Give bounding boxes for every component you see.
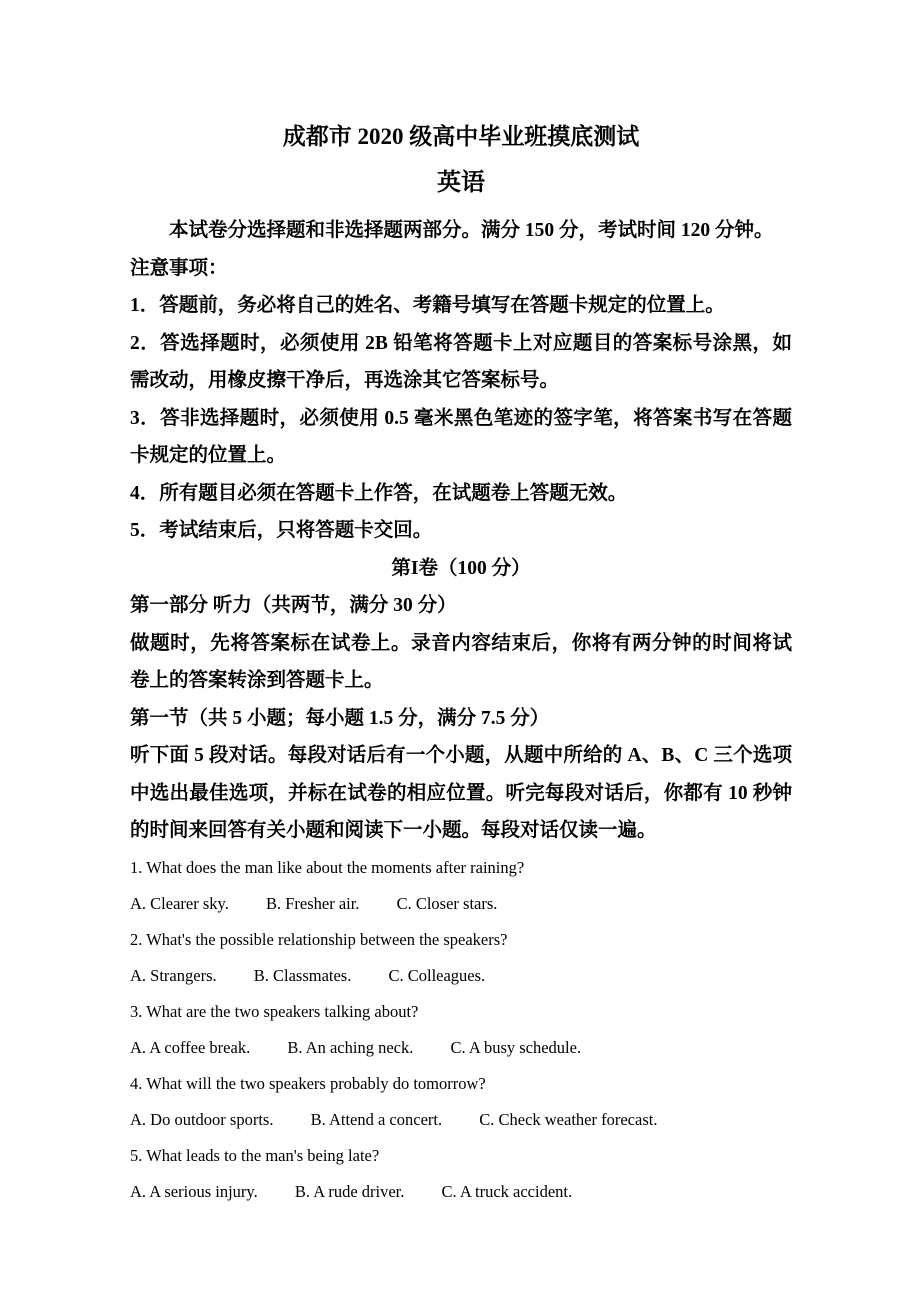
option-a: A. A serious injury.: [130, 1181, 258, 1201]
notice-item-2: 2．答选择题时，必须使用 2B 铅笔将答题卡上对应题目的答案标号涂黑，如需改动，用橡皮擦干净后，再选涂其它答案标号。: [130, 332, 792, 391]
notice-item-3: 3．答非选择题时，必须使用 0.5 毫米黑色笔迹的签字笔，将答案书写在答题卡规定的位置上。: [130, 407, 792, 466]
question-text: 2. What's the possible relationship between the speakers?: [130, 929, 508, 949]
option-c: C. Colleagues.: [388, 965, 486, 985]
question-options: [130, 958, 792, 994]
question-text: 3. What are the two speakers talking about?: [130, 1001, 419, 1021]
question-block-1: [130, 850, 792, 922]
subject-title: 英语: [437, 170, 485, 196]
option-c: C. Check weather forecast.: [479, 1109, 658, 1129]
part-intro: 做题时，先将答案标在试卷上。录音内容结束后，你将有两分钟的时间将试卷上的答案转涂到答题卡上。: [130, 632, 792, 691]
question-block-2: [130, 922, 792, 994]
option-a: A. Clearer sky.: [130, 893, 229, 913]
question-options: [130, 1030, 792, 1066]
question-text: 1. What does the man like about the moments after raining?: [130, 857, 525, 877]
question-options: [130, 1174, 792, 1210]
option-c: C. A truck accident.: [441, 1181, 573, 1201]
option-c: C. A busy schedule.: [450, 1037, 582, 1057]
option-a: A. A coffee break.: [130, 1037, 251, 1057]
notice-item-5: 5．考试结束后，只将答题卡交回。: [130, 520, 433, 541]
notice-item-1: 1．答题前，务必将自己的姓名、考籍号填写在答题卡规定的位置上。: [130, 295, 725, 316]
option-b: B. A rude driver.: [294, 1181, 405, 1201]
question-block-3: [130, 994, 792, 1066]
question-text: 4. What will the two speakers probably do tomorrow?: [130, 1073, 486, 1093]
page-title: 成都市 2020 级高中毕业班摸底测试: [282, 124, 640, 149]
notice-heading: 注意事项：: [130, 257, 228, 279]
option-b: B. Attend a concert.: [310, 1109, 443, 1129]
question-block-5: [130, 1138, 792, 1210]
part-heading: 第一部分 听力（共两节，满分 30 分）: [130, 595, 457, 616]
notice-item-4: 4．所有题目必须在答题卡上作答，在试题卷上答题无效。: [130, 482, 628, 504]
option-a: A. Strangers.: [130, 965, 217, 985]
volume-title: 第I卷（100 分）: [391, 557, 531, 579]
question-text: 5. What leads to the man's being late?: [130, 1145, 380, 1165]
option-c: C. Closer stars.: [396, 893, 498, 913]
section-heading: 第一节（共 5 小题；每小题 1.5 分，满分 7.5 分）: [130, 707, 550, 729]
exam-intro: 本试卷分选择题和非选择题两部分。满分 150 分，考试时间 120 分钟。: [169, 220, 774, 241]
option-b: B. Classmates.: [253, 965, 352, 985]
section-intro: 听下面 5 段对话。每段对话后有一个小题，从题中所给的 A、B、C 三个选项中选出最佳选项，并标在试卷的相应位置。听完每段对话后，你都有 10 秒钟的时间来回答有关小题和阅读下一小题。每段对话仅读一遍。: [130, 745, 792, 841]
question-block-4: [130, 1066, 792, 1138]
option-a: A. Do outdoor sports.: [130, 1109, 274, 1129]
option-b: B. Fresher air.: [265, 893, 360, 913]
option-b: B. An aching neck.: [287, 1037, 414, 1057]
question-options: [130, 886, 792, 922]
question-options: [130, 1102, 792, 1138]
